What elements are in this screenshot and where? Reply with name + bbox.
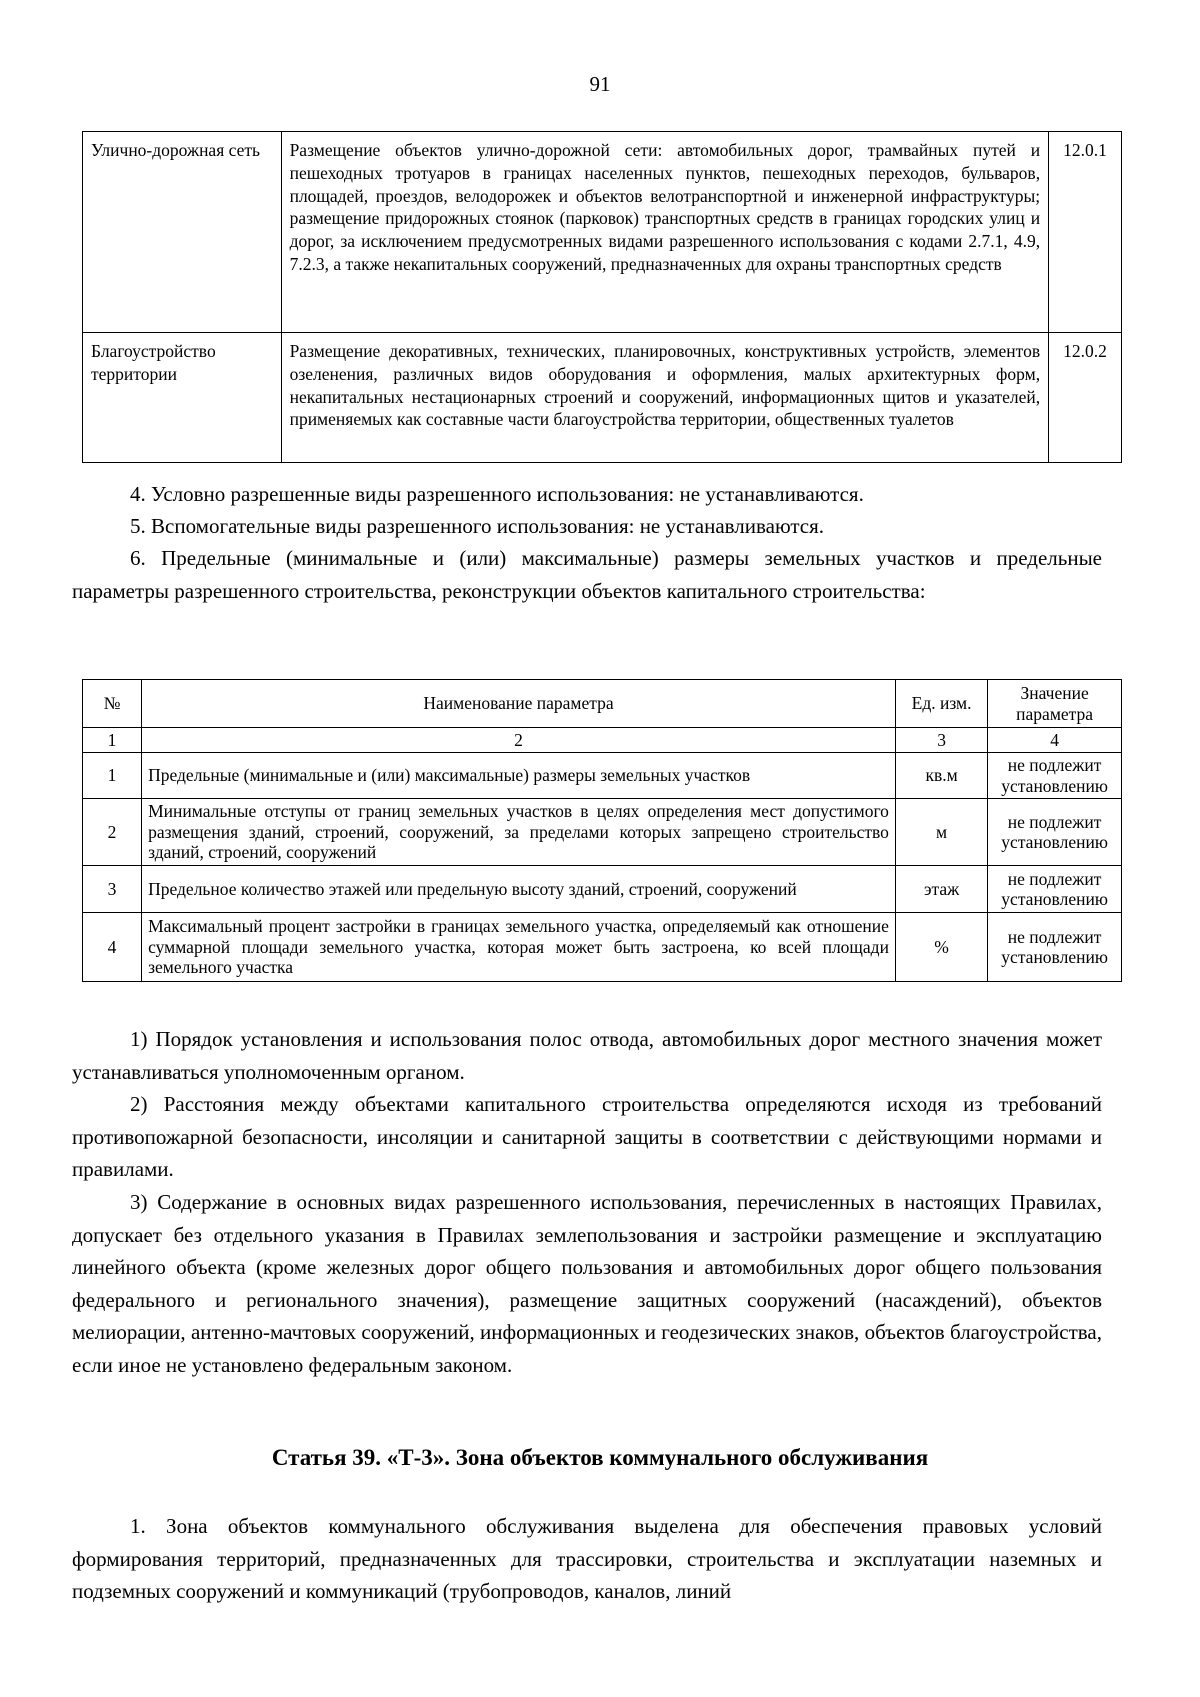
table-row <box>83 865 1122 912</box>
header-value: Значение параметра <box>988 680 1122 728</box>
param-unit: кв.м <box>895 753 987 799</box>
table-row <box>83 798 1122 865</box>
page-number: 91 <box>589 72 611 96</box>
table-row <box>83 132 1122 333</box>
param-name: Максимальный процент застройки в границах земельного участка, определяемый как отношение суммарной площади земельного участка, которая может быть застроена, ко всей площади земельного участка <box>142 912 896 981</box>
note-linear-objects: 3) Содержание в основных видах разрешенного использования, перечисленных в настоящих Правилах, допускает без отдельного указания в Правилах землепользования и застройки размещение и эксплуатацию линейного объекта (кроме железных дорог общего пользования и автомобильных дорог общего пользования федерального и регионального значения), размещение защитных сооружений (насаждений), объектов мелиорации, антенно-мачтовых сооружений, информационных и геодезических знаков, объектов благоустройства, если иное не установлено федеральным законом. <box>72 1190 1102 1377</box>
header-num: № <box>83 680 142 728</box>
param-value: не подлежит установлению <box>988 753 1122 799</box>
param-name: Предельные (минимальные и (или) максимальные) размеры земельных участков <box>142 753 896 799</box>
param-unit: этаж <box>895 865 987 912</box>
use-name-cell: Благоустройство территории <box>83 333 282 463</box>
use-name-cell: Улично-дорожная сеть <box>83 132 282 333</box>
header-unit: Ед. изм. <box>895 680 987 728</box>
param-num: 2 <box>83 798 142 865</box>
param-name: Предельное количество этажей или предельную высоту зданий, строений, сооружений <box>142 865 896 912</box>
table-row <box>83 912 1122 981</box>
parameters-table <box>82 679 1122 982</box>
note-right-of-way: 1) Порядок установления и использования полос отвода, автомобильных дорог местного значения может устанавливаться уполномоченным органом. <box>72 1027 1102 1084</box>
use-description-cell: Размещение объектов улично-дорожной сети: автомобильных дорог, трамвайных путей и пешеходных тротуаров в границах населенных пунктов, пешеходных переходов, бульваров, площадей, проездов, велодорожек и объектов велотранспортной и инженерной инфраструктуры; размещение придорожных стоянок (парковок) транспортных средств в границах городских улиц и дорог, за исключением предусмотренных видами разрешенного использования с кодами 2.7.1, 4.9, 7.2.3, а также некапитальных сооружений, предназначенных для охраны транспортных средств <box>281 132 1049 333</box>
index-cell: 1 <box>83 728 142 753</box>
index-cell: 4 <box>988 728 1122 753</box>
param-unit: % <box>895 912 987 981</box>
use-code-cell: 12.0.1 <box>1049 132 1122 333</box>
use-description-cell: Размещение декоративных, технических, планировочных, конструктивных устройств, элементов озеленения, различных видов оборудования и оформления, малых архитектурных форм, некапитальных нестационарных строений и сооружений, информационных щитов и указателей, применяемых как составные части благоустройства территории, общественных туалетов <box>281 333 1049 463</box>
paragraph-conditional-uses: 4. Условно разрешенные виды разрешенного использования: не устанавливаются. <box>130 482 864 506</box>
paragraph-zone-description: 1. Зона объектов коммунального обслуживания выделена для обеспечения правовых условий формирования территорий, предназначенных для трассировки, строительства и эксплуатации наземных и подземных сооружений и коммуникаций (трубопроводов, каналов, линий <box>72 1514 1102 1604</box>
use-code-cell: 12.0.2 <box>1049 333 1122 463</box>
index-cell: 2 <box>142 728 896 753</box>
param-name: Минимальные отступы от границ земельных участков в целях определения мест допустимого размещения зданий, строений, сооружений, за пределами которых запрещено строительство зданий, строений, сооружений <box>142 798 896 865</box>
paragraph-limit-parameters: 6. Предельные (минимальные и (или) максимальные) размеры земельных участков и предельные параметры разрешенного строительства, реконструкции объектов капитального строительства: <box>72 546 1102 603</box>
param-unit: м <box>895 798 987 865</box>
table-header-row <box>83 680 1122 728</box>
header-name: Наименование параметра <box>142 680 896 728</box>
article-heading: Статья 39. «Т-3». Зона объектов коммунального обслуживания <box>271 1445 929 1470</box>
param-num: 4 <box>83 912 142 981</box>
table-row <box>83 333 1122 463</box>
table-row <box>83 753 1122 799</box>
param-num: 1 <box>83 753 142 799</box>
permitted-uses-table <box>82 131 1122 463</box>
note-distances: 2) Расстояния между объектами капитального строительства определяются исходя из требований противопожарной безопасности, инсоляции и санитарной защиты в соответствии с действующими нормами и правилами. <box>72 1092 1102 1182</box>
paragraph-auxiliary-uses: 5. Вспомогательные виды разрешенного использования: не устанавливаются. <box>130 514 825 538</box>
index-cell: 3 <box>895 728 987 753</box>
param-value: не подлежит установлению <box>988 798 1122 865</box>
param-num: 3 <box>83 865 142 912</box>
param-value: не подлежит установлению <box>988 912 1122 981</box>
param-value: не подлежит установлению <box>988 865 1122 912</box>
table-index-row <box>83 728 1122 753</box>
